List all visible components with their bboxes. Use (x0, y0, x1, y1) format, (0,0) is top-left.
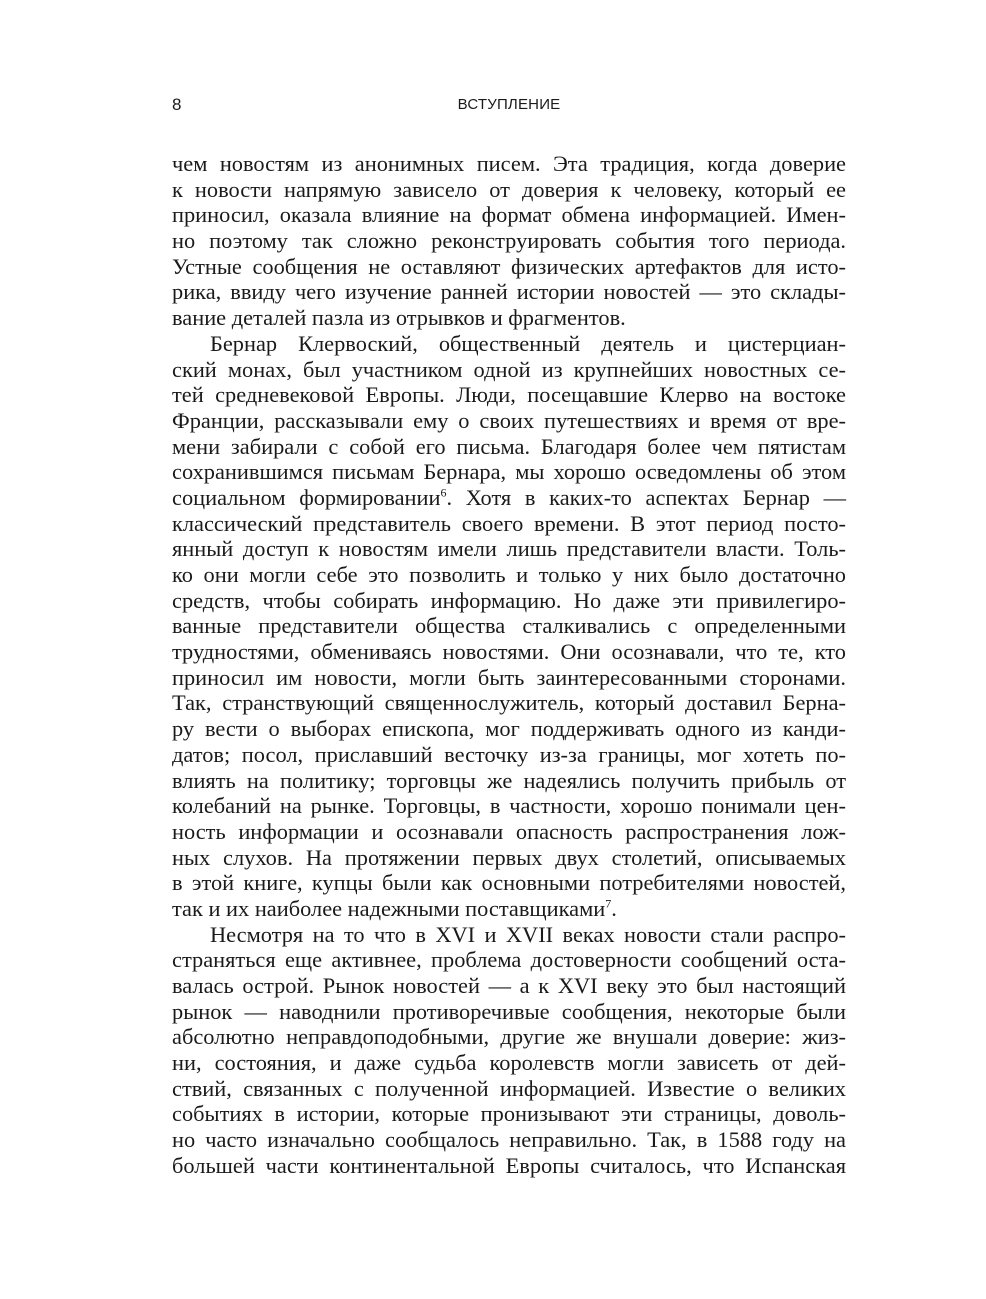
text-fragment: социальном формировании (172, 484, 441, 510)
text-line: валась острой. Рынок новостей — а к XVI веку это был настоящий (172, 973, 846, 998)
text-line: ных слухов. На протяжении первых двух столетий, описываемых (172, 844, 846, 870)
text-line: в этой книге, купцы были как основными потребителями новостей, (172, 870, 846, 896)
text-line: сохранившимся письмам Бернара, мы хорошо осведомлены об этом (172, 459, 846, 485)
text-line: трудностями, обмениваясь новостями. Они осознавали, что те, кто (172, 639, 846, 665)
paragraph-3 (172, 922, 846, 1179)
text-line: событиях в истории, которые пронизывают эти страницы, доволь- (172, 1101, 846, 1127)
text-fragment: . (611, 895, 617, 921)
text-line: к новости напрямую зависело от доверия к человеку, который ее (172, 176, 846, 202)
text-line: Несмотря на то что в XVI и XVII веках новости стали распро- (210, 921, 846, 947)
text-line: ствий, связанных с полученной информацией. Известие о великих (172, 1075, 846, 1101)
text-line: ванные представители общества сталкивались с определенными (172, 613, 846, 639)
text-line: ни, состояния, и даже судьба королевств могли зависеть от дей- (172, 1050, 846, 1076)
text-line: абсолютно неправдоподобными, другие же внушали доверие: жиз- (172, 1024, 846, 1050)
text-line: мени забирали с собой его письма. Благодаря более чем пятистам (172, 433, 846, 459)
text-line: тей средневековой Европы. Люди, посещавшие Клерво на востоке (172, 382, 846, 408)
text-line: колебаний на рынке. Торговцы, в частности, хорошо понимали цен- (172, 793, 846, 819)
running-head (172, 92, 846, 118)
page-number: 8 (172, 95, 182, 114)
text-line: страняться еще активнее, проблема достоверности сообщений оста- (172, 947, 846, 973)
text-line: рика, ввиду чего изучение ранней истории новостей — это склады- (172, 279, 846, 305)
text-line-with-footnote (172, 485, 846, 511)
body-text (172, 151, 846, 1179)
text-line: Так, странствующий священнослужитель, который доставил Берна- (172, 690, 846, 716)
text-line: приносил им новости, могли быть заинтересованными сторонами. (172, 664, 846, 690)
text-line: влиять на политику; торговцы же надеялись получить прибыль от (172, 767, 846, 793)
text-line: Бернар Клервоский, общественный деятель и цистерциан- (210, 330, 846, 356)
text-line: приносил, оказала влияние на формат обмена информацией. Имен- (172, 202, 846, 228)
text-fragment: так и их наиболее надежными поставщиками (172, 895, 606, 921)
text-line: ру вести о выборах епископа, мог поддерживать одного из канди- (172, 716, 846, 742)
text-line: но часто изначально сообщалось неправильно. Так, в 1588 году на (172, 1127, 846, 1153)
text-line: Устные сообщения не оставляют физических артефактов для исто- (172, 253, 846, 279)
text-fragment: . Хотя в каких-то аспектах Бернар — (446, 484, 846, 510)
paragraph-2 (172, 331, 846, 922)
paragraph-1 (172, 151, 846, 331)
text-line: ский монах, был участником одной из крупнейших новостных се- (172, 356, 846, 382)
footnote-marker[interactable]: 6 (440, 485, 447, 500)
text-line: вание деталей пазла из отрывков и фрагментов. (172, 305, 626, 331)
text-line: Франции, рассказывали ему о своих путешествиях и время от вре- (172, 407, 846, 433)
text-line: классический представитель своего времени. В этот период посто- (172, 510, 846, 536)
text-line: но поэтому так сложно реконструировать события того периода. (172, 228, 846, 254)
text-line: рынок — наводнили противоречивые сообщения, некоторые были (172, 998, 846, 1024)
running-title: ВСТУПЛЕНИЕ (457, 96, 561, 113)
text-line: янный доступ к новостям имели лишь представители власти. Толь- (172, 536, 846, 562)
text-line: большей части континентальной Европы считалось, что Испанская (172, 1152, 846, 1178)
text-line: чем новостям из анонимных писем. Эта традиция, когда доверие (172, 151, 846, 176)
text-line-with-footnote (172, 896, 846, 922)
text-line: ко они могли себе это позволить и только у них было достаточно (172, 562, 846, 587)
text-line: средств, чтобы собирать информацию. Но даже эти привилегиро- (172, 587, 846, 613)
text-line: датов; посол, приславший весточку из-за границы, мог хотеть по- (172, 741, 846, 767)
footnote-marker[interactable]: 7 (605, 896, 612, 911)
text-line: ность информации и осознавали опасность распространения лож- (172, 818, 846, 844)
